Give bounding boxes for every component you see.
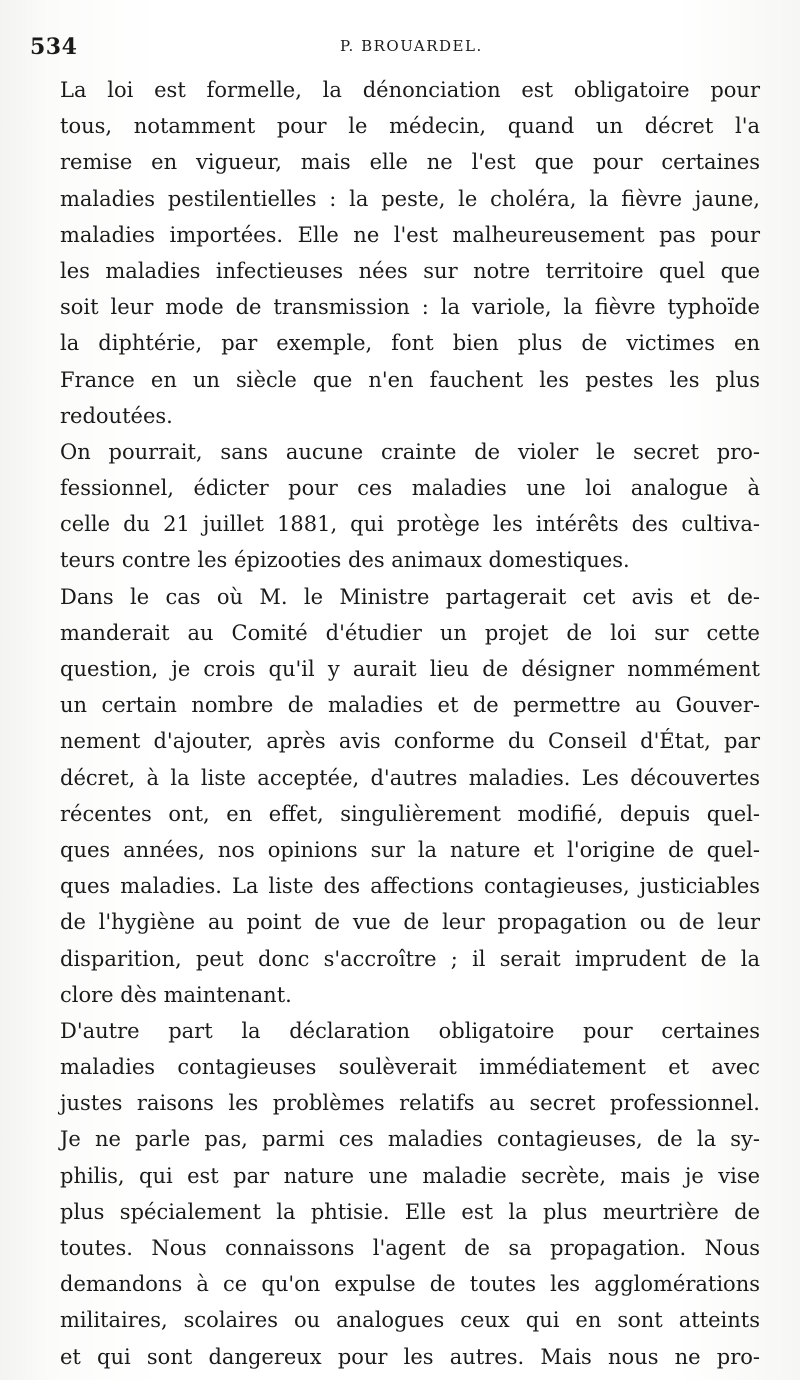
text-line: D'autre part la déclaration obligatoire pour certaines — [60, 1018, 760, 1043]
text-line: redoutées. — [60, 403, 173, 428]
text-line: récentes ont, en effet, singulièrement modifié, depuis quel- — [60, 801, 760, 826]
text-line: question, je crois qu'il y aurait lieu de désigner nommément — [60, 657, 760, 681]
text-line: maladies pestilentielles : la peste, le choléra, la fièvre jaune, — [60, 186, 760, 211]
text-line: les maladies infectieuses nées sur notre territoire quel que — [60, 258, 760, 283]
text-line: plus spécialement la phtisie. Elle est la plus meurtrière de — [60, 1199, 760, 1224]
text-line: soit leur mode de transmission : la variole, la fièvre typhoïde — [60, 295, 760, 320]
text-line: fessionnel, édicter pour ces maladies une loi analogue à — [60, 476, 760, 501]
text-line: Dans le cas où M. le Ministre partagerait cet avis et de- — [60, 584, 760, 609]
text-line: tous, notamment pour le médecin, quand un décret l'a — [60, 114, 760, 139]
text-line: philis, qui est par nature une maladie secrète, mais je vise — [60, 1163, 760, 1188]
text-line: On pourrait, sans aucune crainte de violer le secret pro- — [60, 439, 760, 464]
text-line: maladies importées. Elle ne l'est malheureusement pas pour — [60, 222, 760, 247]
text-line: de l'hygiène au point de vue de leur propagation ou de leur — [60, 910, 760, 935]
text-line: teurs contre les épizooties des animaux domestiques. — [60, 548, 630, 573]
text-line: France en un siècle que n'en fauchent les pestes les plus — [60, 367, 760, 392]
text-line: toutes. Nous connaissons l'agent de sa propagation. Nous — [60, 1236, 760, 1260]
text-line: manderait au Comité d'étudier un projet de loi sur cette — [60, 620, 760, 645]
body-text — [60, 72, 760, 1375]
text-line: justes raisons les problèmes relatifs au secret professionnel. — [60, 1091, 760, 1116]
text-line: et qui sont dangereux pour les autres. Mais nous ne pro- — [60, 1344, 760, 1369]
text-line: un certain nombre de maladies et de permettre au Gouver- — [60, 693, 760, 718]
text-line: disparition, peut donc s'accroître ; il serait imprudent de la — [60, 946, 760, 971]
text-line: demandons à ce qu'on expulse de toutes les agglomérations — [60, 1272, 760, 1297]
text-line: maladies contagieuses soulèverait immédiatement et avec — [60, 1055, 760, 1080]
text-line: celle du 21 juillet 1881, qui protège les intérêts des cultiva- — [60, 512, 760, 537]
running-head — [30, 34, 770, 62]
text-line: décret, à la liste acceptée, d'autres maladies. Les découvertes — [60, 765, 760, 790]
page-number: 534 — [30, 34, 78, 60]
text-line: La loi est formelle, la dénonciation est obligatoire pour — [60, 78, 760, 102]
text-line: militaires, scolaires ou analogues ceux qui en sont atteints — [60, 1308, 760, 1333]
text-line: Je ne parle pas, parmi ces maladies contagieuses, de la sy- — [60, 1127, 760, 1152]
text-line: ques années, nos opinions sur la nature et l'origine de quel- — [60, 837, 760, 862]
text-line: remise en vigueur, mais elle ne l'est que pour certaines — [60, 150, 760, 175]
text-line: nement d'ajouter, après avis conforme du Conseil d'État, par — [60, 729, 760, 754]
text-line: ques maladies. La liste des affections contagieuses, justiciables — [60, 874, 760, 899]
author-heading: P. BROUARDEL. — [340, 37, 483, 55]
text-line: clore dès maintenant. — [60, 982, 292, 1007]
text-line: la diphtérie, par exemple, font bien plus de victimes en — [60, 331, 760, 356]
